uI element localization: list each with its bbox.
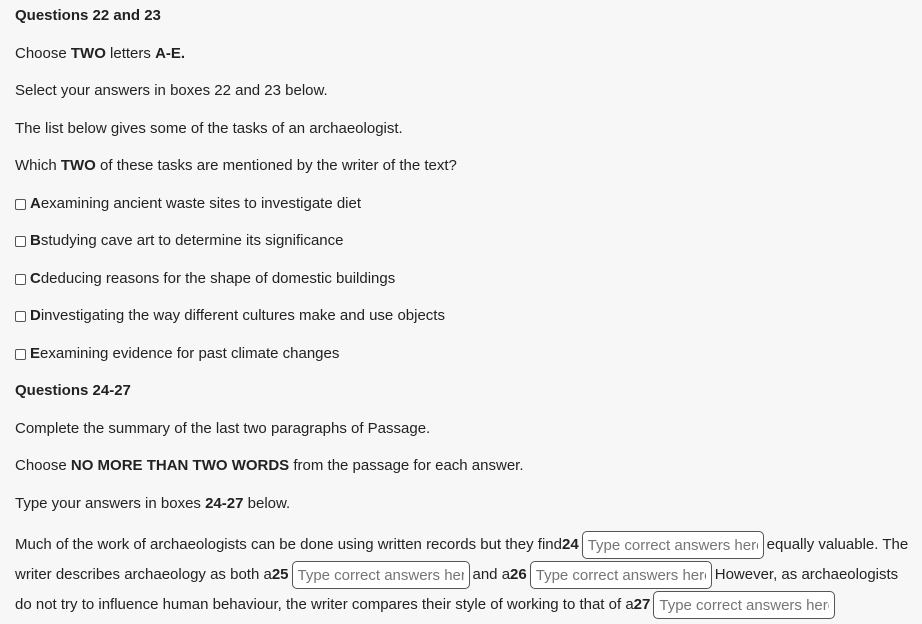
instruction-choose-letters: Choose TWO letters A-E. bbox=[15, 45, 186, 62]
answer-input-25[interactable] bbox=[292, 561, 470, 589]
instruction-complete-summary: Complete the summary of the last two paragraphs of Passage. bbox=[15, 420, 431, 437]
summary-line-3: do not try to influence human behaviour, the writer compares their style of working to that of a 27 Type correct answers here bbox=[15, 591, 838, 619]
option-b[interactable]: B studying cave art to determine its significance bbox=[15, 232, 344, 250]
instruction-select-boxes: Select your answers in boxes 22 and 23 below. bbox=[15, 82, 328, 99]
instruction-list-intro: The list below gives some of the tasks of an archaeologist. bbox=[15, 120, 403, 137]
option-d-checkbox[interactable] bbox=[15, 311, 26, 322]
instruction-type-answers: Type your answers in boxes 24-27 below. bbox=[15, 495, 291, 512]
question-number-24: 24 bbox=[561, 536, 579, 553]
option-d[interactable]: D investigating the way different cultures make and use objects bbox=[15, 307, 445, 325]
summary-line-1: Much of the work of archaeologists can be done using written records but they find 24 Type correct answers here equally valuable. The bbox=[15, 531, 908, 559]
option-b-checkbox[interactable] bbox=[15, 236, 26, 247]
summary-line-2: writer describes archaeology as both a 25 Type correct answers here and a 26 Type correct answers here However, as archaeologists bbox=[15, 561, 898, 589]
option-e-checkbox[interactable] bbox=[15, 349, 26, 360]
question-number-25: 25 bbox=[271, 566, 289, 583]
questions-24-27-heading: Questions 24-27 bbox=[15, 382, 131, 399]
option-c[interactable]: C deducing reasons for the shape of domestic buildings bbox=[15, 270, 395, 288]
question-number-26: 26 bbox=[510, 566, 527, 583]
option-e[interactable]: E examining evidence for past climate changes bbox=[15, 345, 339, 363]
option-a[interactable]: A examining ancient waste sites to investigate diet bbox=[15, 195, 361, 213]
question-number-27: 27 bbox=[633, 596, 651, 613]
instruction-word-limit: Choose NO MORE THAN TWO WORDS from the passage for each answer. bbox=[15, 457, 524, 474]
option-a-checkbox[interactable] bbox=[15, 199, 26, 210]
answer-input-26[interactable] bbox=[530, 561, 712, 589]
option-c-checkbox[interactable] bbox=[15, 274, 26, 285]
answer-input-24[interactable] bbox=[582, 531, 764, 559]
answer-input-27[interactable] bbox=[653, 591, 835, 619]
questions-22-23-heading: Questions 22 and 23 bbox=[15, 7, 161, 24]
instruction-which-two: Which TWO of these tasks are mentioned by the writer of the text? bbox=[15, 157, 457, 174]
